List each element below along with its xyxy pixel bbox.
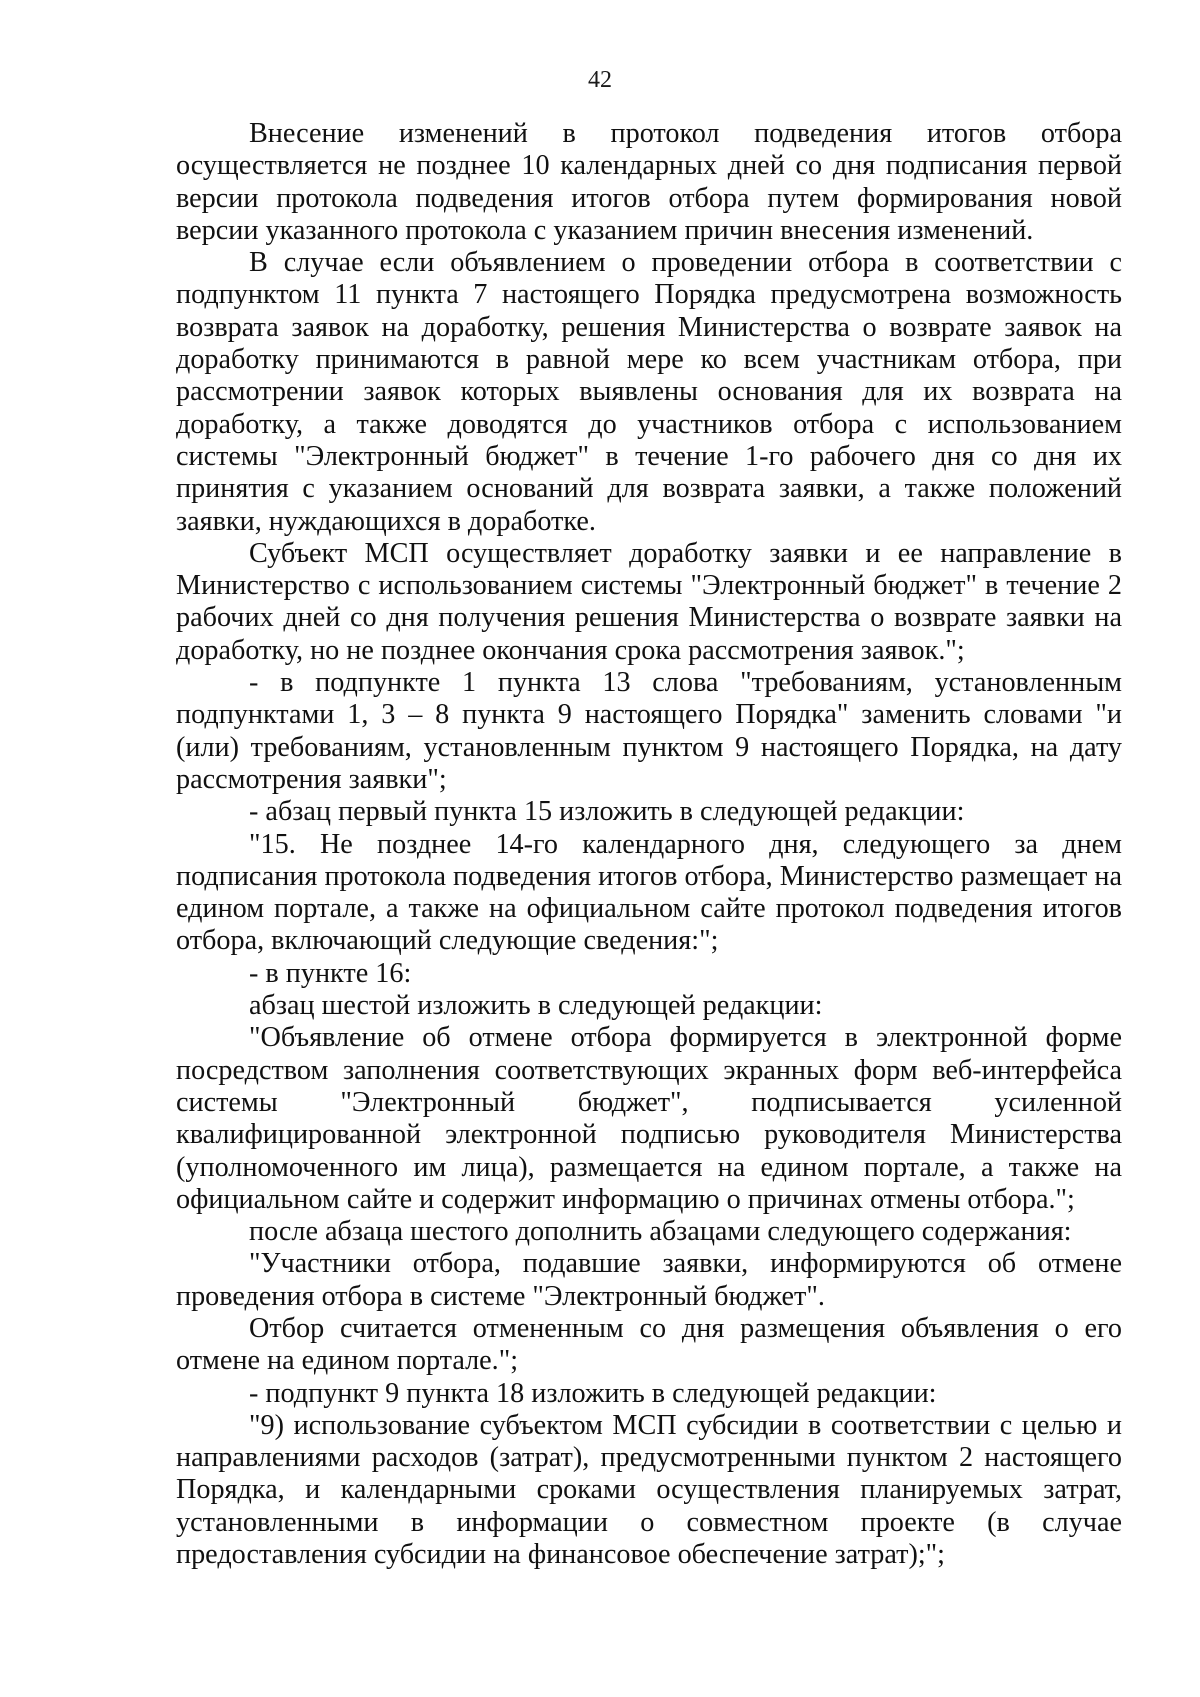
paragraph-return-for-revision: В случае если объявлением о проведении отбора в соответствии с подпунктом 11 пункта 7 настоящего Порядка предусмотрена возможность возврата заявок на доработку, решения Министерства о возврате заявок на доработку принимаются в равной мере ко всем участникам отбора, при рассмотрении заявок которых выявлены основания для их возврата на доработку, а также доводятся до участников отбора с использованием системы "Электронный бюджет" в течение 1-го рабочего дня со дня их принятия с указанием оснований для возврата заявки, а также положений заявки, нуждающихся в доработке.	[176, 247, 1122, 537]
paragraph-msp-revision: Субъект МСП осуществляет доработку заявки и ее направление в Министерство с использованием системы "Электронный бюджет" в течение 2 рабочих дней со дня получения решения Министерства о возврате заявки на доработку, но не позднее окончания срока рассмотрения заявок.";	[176, 537, 1122, 666]
paragraph-item-16-intro: - в пункте 16:	[249, 957, 412, 989]
paragraph-cancellation-notice: "Объявление об отмене отбора формируется в электронной форме посредством заполнения соответствующих экранных форм веб-интерфейса системы "Электронный бюджет", подписывается усиленной квалифицированной электронной подписью руководителя Министерства (уполномоченного им лица), размещается на едином портале, а также на официальном сайте и содержит информацию о причинах отмены отбора.";	[176, 1022, 1122, 1215]
paragraph-item-18-intro: - подпункт 9 пункта 18 изложить в следующей редакции:	[249, 1377, 937, 1409]
paragraph-selection-cancelled: Отбор считается отмененным со дня размещения объявления о его отмене на едином портале.";	[176, 1312, 1122, 1377]
paragraph-item-15-text: "15. Не позднее 14-го календарного дня, следующего за днем подписания протокола подведения итогов отбора, Министерство размещает на едином портале, а также на официальном сайте протокол подведения итогов отбора, включающий следующие сведения:";	[176, 828, 1122, 957]
paragraph-item-18-text: "9) использование субъектом МСП субсидии в соответствии с целью и направлениями расходов (затрат), предусмотренными пунктом 2 настоящего Порядка, и календарными сроками осуществления планируемых затрат, установленными в информации о совместном проекте (в случае предоставления субсидии на финансовое обеспечение затрат);";	[176, 1409, 1122, 1571]
paragraph-item-13-amendment: - в подпункте 1 пункта 13 слова "требованиям, установленным подпунктами 1, 3 – 8 пункта 9 настоящего Порядка" заменить словами "и (или) требованиям, установленным пунктом 9 настоящего Порядка, на дату рассмотрения заявки";	[176, 667, 1122, 795]
paragraph-after-sixth-abzac: после абзаца шестого дополнить абзацами следующего содержания:	[249, 1216, 1072, 1248]
paragraph-participants-informed: "Участники отбора, подавшие заявки, информируются об отмене проведения отбора в системе "Электронный бюджет".	[176, 1248, 1122, 1312]
paragraph-item-15-intro: - абзац первый пункта 15 изложить в следующей редакции:	[249, 796, 965, 828]
paragraph-protocol-changes: Внесение изменений в протокол подведения итогов отбора осуществляется не позднее 10 календарных дней со дня подписания первой версии протокола подведения итогов отбора путем формирования новой версии указанного протокола с указанием причин внесения изменений.	[176, 118, 1122, 246]
document-body	[176, 118, 1122, 1571]
page-number: 42	[588, 67, 612, 93]
paragraph-sixth-abzac-intro: абзац шестой изложить в следующей редакции:	[249, 990, 823, 1022]
